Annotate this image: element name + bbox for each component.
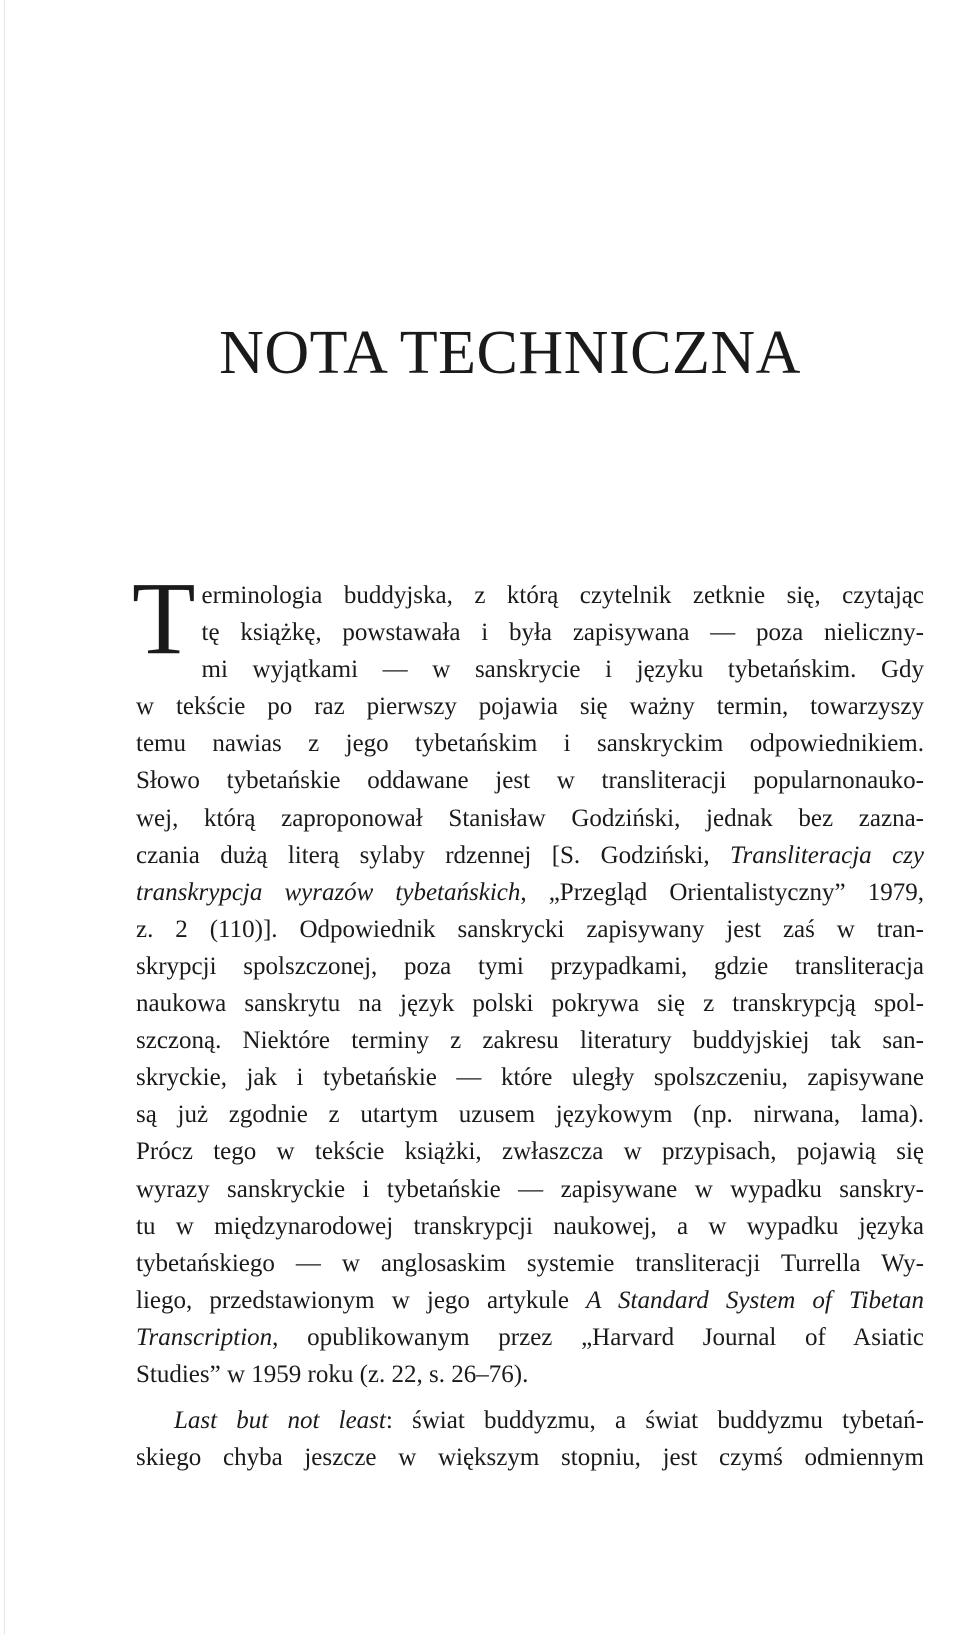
- text-segment: liego, przedstawionym w jego artykule: [136, 1286, 587, 1314]
- text-line: wej, którą zaproponował Stanisław Godziński, jednak bez zazna-: [136, 804, 924, 832]
- text-line: Prócz tego w tekście książki, zwłaszcza w przypisach, pojawią się: [136, 1138, 924, 1166]
- text-line: [136, 1319, 924, 1356]
- text-line: tę książkę, powstawała i była zapisywana — poza nieliczny-: [201, 619, 924, 647]
- text-line: w tekście po raz pierwszy pojawia się ważny termin, towarzyszy: [136, 693, 924, 721]
- text-line: z. 2 (110)]. Odpowiednik sanskrycki zapisywany jest zaś w tran-: [136, 915, 924, 943]
- text-line: [136, 1282, 924, 1319]
- text-line: tu w międzynarodowej transkrypcji naukowej, a w wypadku języka: [136, 1212, 924, 1240]
- paragraph-2: [136, 1402, 924, 1476]
- text-line: [136, 874, 924, 911]
- text-line: temu nawias z jego tybetańskim i sanskryckim odpowiednikiem.: [136, 730, 924, 758]
- paragraph-1: [132, 561, 924, 1393]
- italic-title: Transcription: [136, 1323, 273, 1351]
- italic-title: Transliteracja czy: [729, 841, 924, 869]
- text-line: erminologia buddyjska, z którą czytelnik zetknie się, czytając: [201, 582, 924, 609]
- text-line: [136, 837, 924, 874]
- text-segment: , „Przegląd Orientalistyczny” 1979,: [520, 878, 924, 906]
- text-line: skryckie, jak i tybetańskie — które uległy spolszczeniu, zapisywane: [136, 1064, 924, 1092]
- text-segment: czania dużą literą sylaby rdzennej [S. Godziński,: [136, 841, 730, 869]
- text-line: [136, 1402, 924, 1439]
- text-line: Studies” w 1959 roku (z. 22, s. 26–76).: [136, 1360, 529, 1388]
- chapter-title: NOTA TECHNICZNA: [219, 319, 801, 387]
- text-line: mi wyjątkami — w sanskrycie i języku tybetańskim. Gdy: [201, 656, 924, 684]
- text-line: naukowa sanskrytu na język polski pokrywa się z transkrypcją spol-: [136, 990, 924, 1018]
- text-segment: , opublikowanym przez „Harvard Journal of Asiatic: [272, 1323, 924, 1351]
- italic-phrase: Last but not least: [174, 1407, 386, 1435]
- italic-title: A Standard System of Tibetan: [586, 1286, 924, 1314]
- text-line: szczoną. Niektóre terminy z zakresu literatury buddyjskiej tak san-: [136, 1027, 924, 1055]
- text-segment: : świat buddyzmu, a świat buddyzmu tybetań-: [385, 1407, 925, 1435]
- drop-cap: T: [132, 561, 196, 676]
- text-line: skrypcji spolszczonej, poza tymi przypadkami, gdzie transliteracja: [136, 952, 924, 980]
- text-line: są już zgodnie z utartym uzusem językowym (np. nirwana, lama).: [136, 1101, 924, 1129]
- text-line: skiego chyba jeszcze w większym stopniu, jest czymś odmiennym: [136, 1444, 924, 1472]
- italic-title: transkrypcja wyrazów tybetańskich: [136, 878, 521, 906]
- text-line: wyrazy sanskryckie i tybetańskie — zapisywane w wypadku sanskry-: [136, 1175, 924, 1203]
- page-edge-line: [4, 0, 5, 1634]
- text-line: Słowo tybetańskie oddawane jest w transliteracji popularnonauko-: [136, 767, 924, 795]
- text-line: tybetańskiego — w anglosaskim systemie transliteracji Turrella Wy-: [136, 1249, 924, 1277]
- body-text: [132, 561, 925, 1476]
